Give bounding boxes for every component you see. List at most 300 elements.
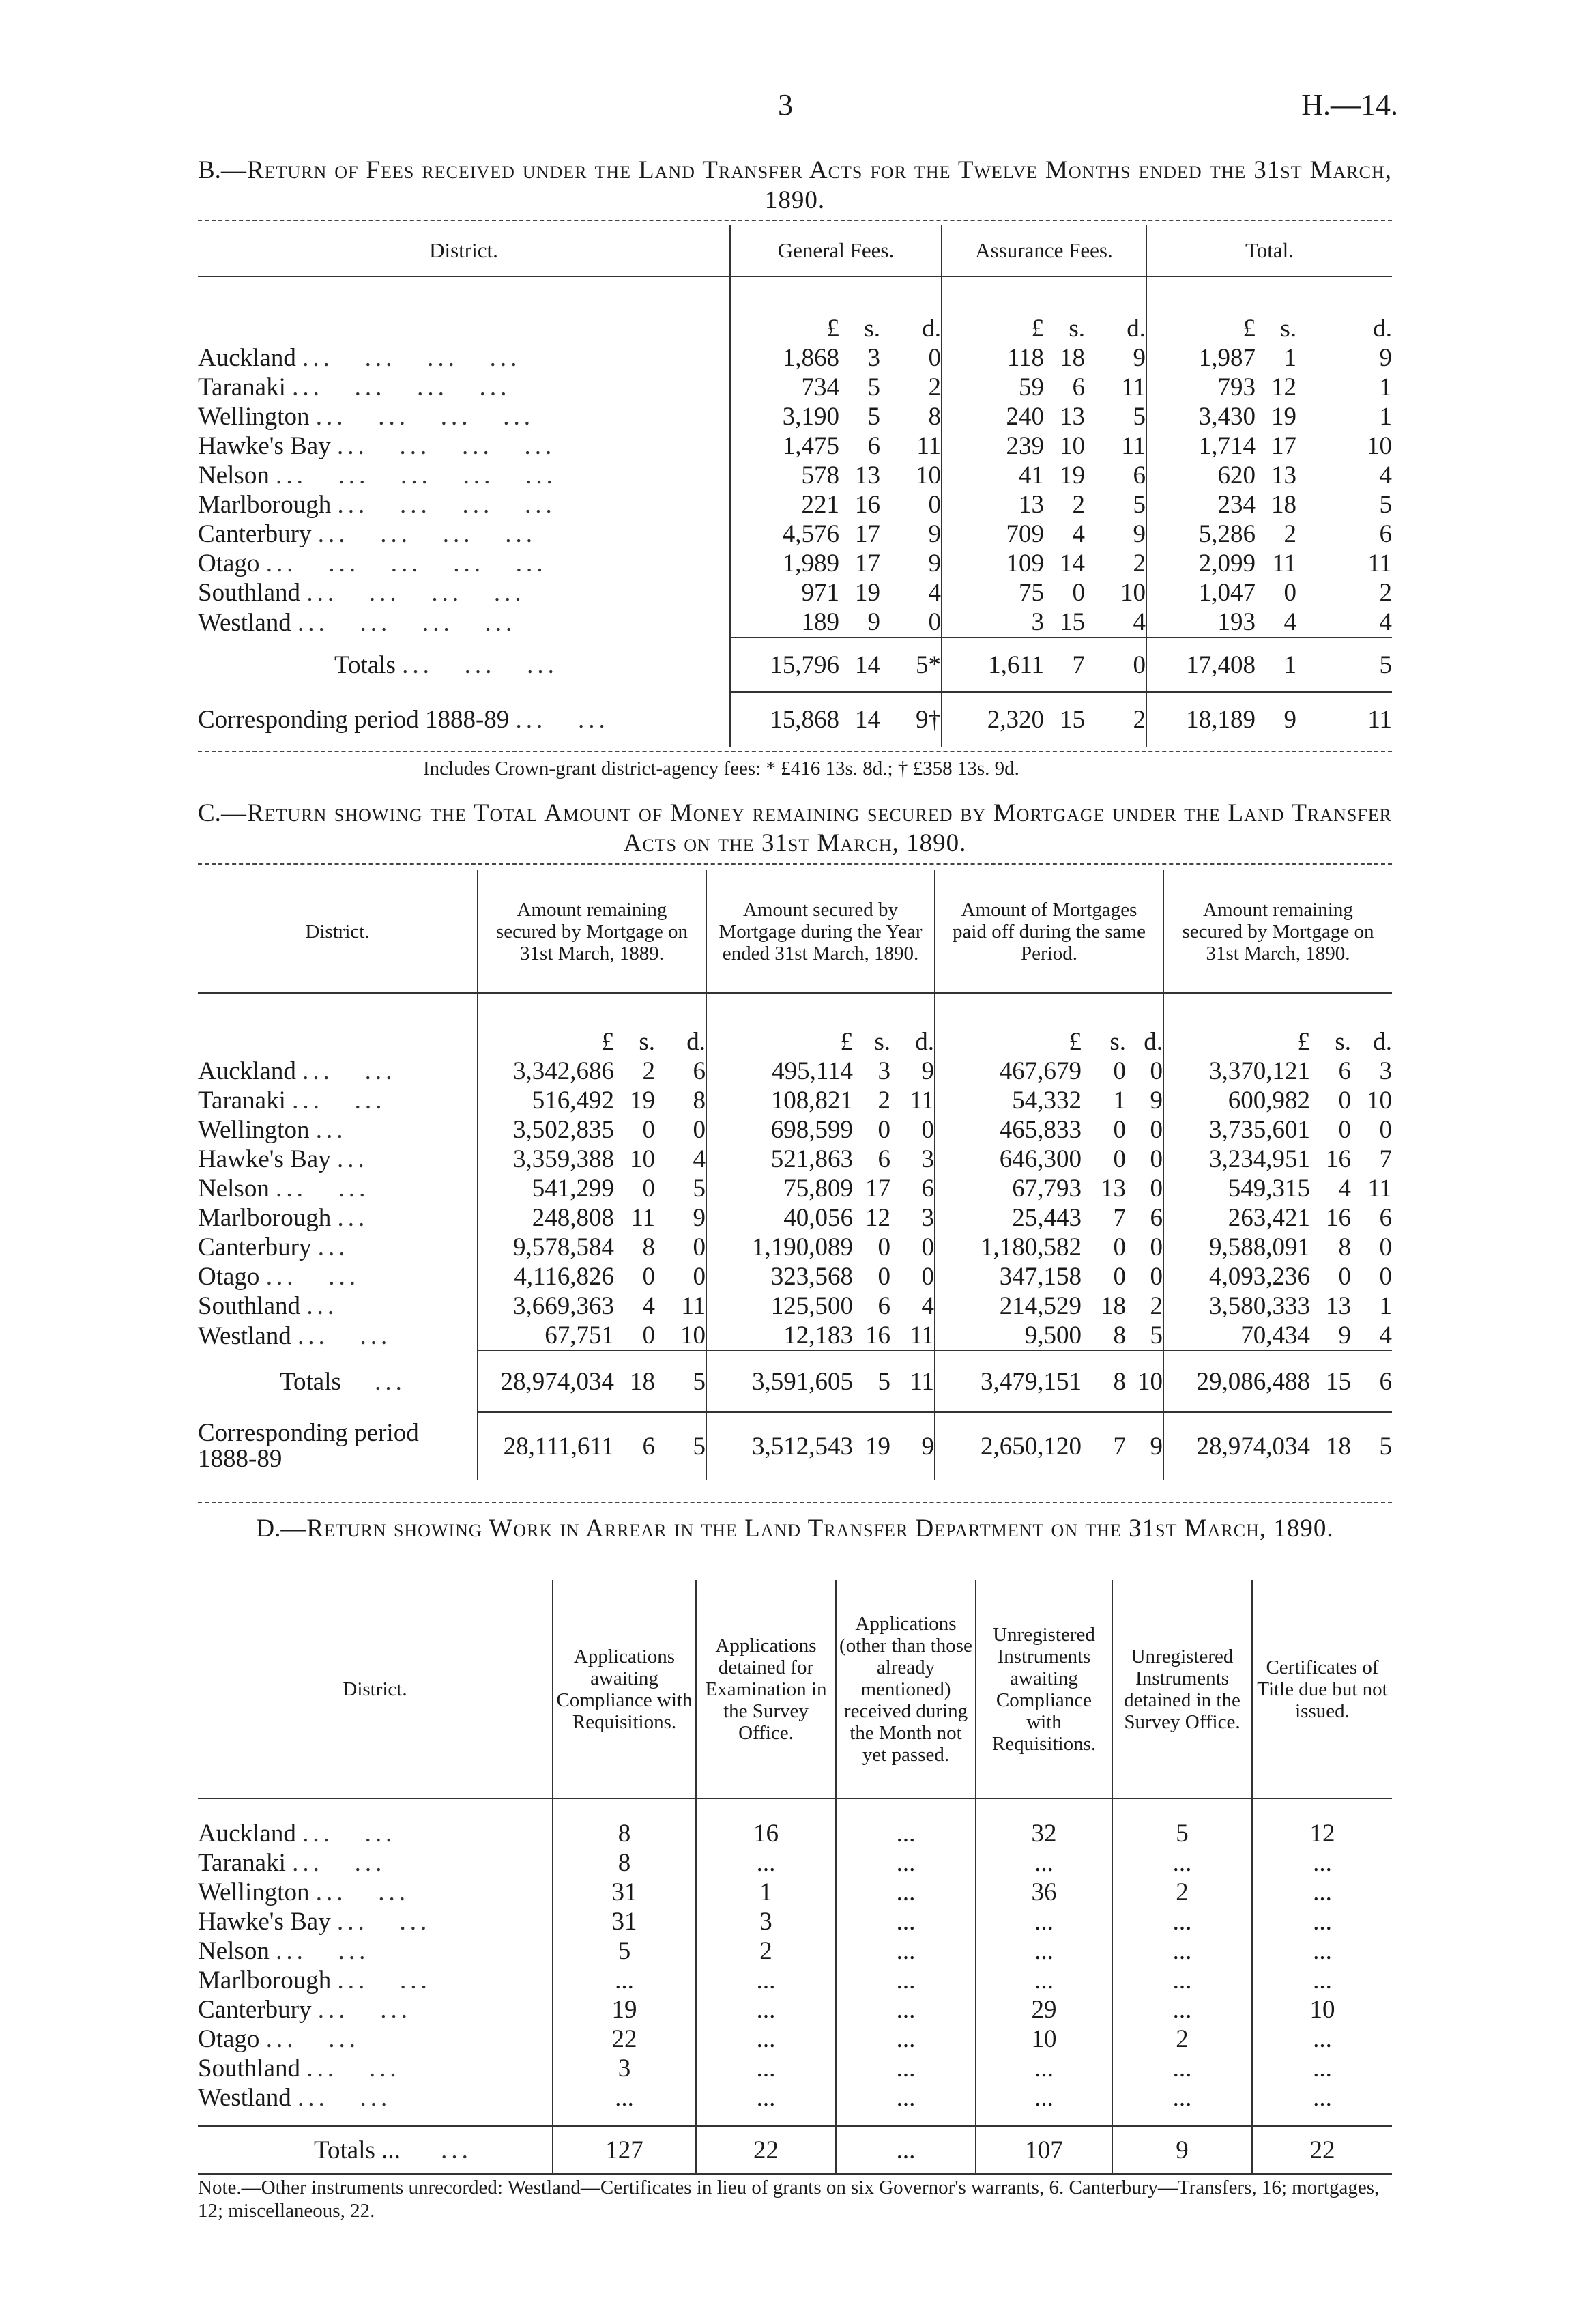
cell: 1,868: [730, 343, 839, 373]
district-name: Southland: [198, 1292, 301, 1320]
district-name: Taranaki: [198, 373, 286, 401]
cell: 8: [553, 1819, 696, 1848]
cell: 9: [867, 608, 880, 636]
cell: 0: [921, 1233, 934, 1261]
table-row: Westland ... ... 67,751 0 10 12,183 16 11 9,500 8 5 70,434 9 4: [198, 1321, 1392, 1350]
table-row: Wellington ... 3,502,835 0 0 698,599 0 0 465,833 0 0 3,735,601 0 0: [198, 1116, 1392, 1144]
cell: 3,370,121: [1163, 1057, 1310, 1086]
cell: 1: [1379, 403, 1392, 431]
cell: 2: [1085, 692, 1146, 747]
table-row: Auckland ... ... 3,342,686 2 6 495,114 3 9 467,679 0 0 3,370,121 6 3: [198, 1057, 1392, 1085]
cell: 2: [1283, 520, 1296, 548]
shillings-unit: s.: [1069, 315, 1085, 343]
cell: 1,047: [1146, 578, 1256, 607]
table-row: Westland ... ... ... ... 189 9 0 3 15 4 193 4 4: [198, 608, 1392, 637]
cell: 12: [1252, 1819, 1392, 1848]
cell: 0: [921, 1263, 934, 1291]
cell: 15: [1060, 608, 1085, 636]
cell: 9: [1379, 344, 1392, 372]
cell: ...: [1252, 2024, 1392, 2054]
table-c: [198, 870, 1392, 1480]
col-instruments-detained: Unregistered Instruments detained in the Survey Office.: [1112, 1580, 1252, 1798]
cell: 107: [976, 2126, 1112, 2174]
cell: 9,500: [935, 1321, 1082, 1351]
cell: 31: [553, 1907, 696, 1936]
col-remaining-1890: Amount remaining secured by Mortgage on 31st March, 1890.: [1163, 870, 1392, 993]
cell: 0: [1113, 1057, 1126, 1085]
cell: ...: [1252, 1966, 1392, 1995]
cell: 2: [1072, 491, 1085, 519]
table-row: Marlborough ... ... ... ... 221 16 0 13 2 5 234 18 5: [198, 491, 1392, 519]
cell: 248,808: [478, 1203, 614, 1233]
cell: 25,443: [935, 1203, 1082, 1233]
cell: ...: [836, 1907, 976, 1936]
cell: 41: [942, 461, 1044, 490]
cell: 2,650,120: [935, 1412, 1082, 1480]
cell: ...: [836, 2024, 976, 2054]
cell: 5: [867, 403, 880, 431]
cell: 5,286: [1146, 519, 1256, 549]
cell: 193: [1146, 607, 1256, 637]
district-name: Canterbury: [198, 1996, 312, 2024]
cell: 15,868: [730, 692, 839, 747]
cell: 0: [642, 1116, 655, 1144]
cell: 11: [630, 1204, 655, 1232]
cell: 9†: [880, 692, 942, 747]
cell: 6: [921, 1175, 934, 1203]
district-name: Canterbury: [198, 1233, 312, 1261]
district-name: Otago: [198, 549, 260, 577]
cell: 13: [855, 461, 880, 489]
cell: 11: [1296, 692, 1392, 747]
cell: 7: [1044, 637, 1085, 692]
cell: 9: [1133, 520, 1146, 548]
table-row: Southland ... 3,669,363 4 11 125,500 6 4 214,529 18 2 3,580,333 13 1: [198, 1292, 1392, 1320]
pence-unit: d.: [686, 1028, 706, 1056]
cell: 9: [890, 1412, 935, 1480]
cell: 0: [693, 1116, 706, 1144]
cell: 12: [865, 1204, 890, 1232]
cell: 0: [1113, 1263, 1126, 1291]
cell: 0: [642, 1321, 655, 1349]
col-applications-awaiting: Applications awaiting Compliance with Requisitions.: [553, 1580, 696, 1798]
table-row: Otago ... ... 22 ... ... 10 2 ...: [198, 2024, 1392, 2054]
cell: 0: [877, 1116, 890, 1144]
district-name: Wellington: [198, 1116, 310, 1144]
cell: 709: [942, 519, 1044, 549]
cell: 2: [877, 1087, 890, 1115]
cell: 6: [877, 1292, 890, 1320]
cell: 5: [1112, 1819, 1252, 1848]
cell: 4,093,236: [1163, 1262, 1310, 1291]
cell: 3,430: [1146, 402, 1256, 431]
cell: 14: [1060, 549, 1085, 577]
cell: 5: [853, 1351, 890, 1412]
cell: 2,320: [942, 692, 1044, 747]
cell: ...: [696, 2083, 836, 2112]
cell: ...: [836, 1995, 976, 2024]
cell: ...: [836, 2126, 976, 2174]
cell: 18: [1310, 1412, 1351, 1480]
cell: 2: [1112, 2024, 1252, 2054]
district-name: Marlborough: [198, 491, 332, 519]
cell: 28,974,034: [1163, 1412, 1310, 1480]
cell: 9: [1150, 1087, 1163, 1115]
cell: 3: [921, 1204, 934, 1232]
cell: 12: [1271, 373, 1296, 401]
cell: 15: [1310, 1351, 1351, 1412]
table-b-heading: B.—Return of Fees received under the Land Transfer Acts for the Twelve Months ended the 31st March, 1890.: [198, 156, 1392, 214]
pence-unit: d.: [922, 315, 941, 343]
units-row: [198, 314, 1392, 343]
cell: 67,751: [478, 1321, 614, 1351]
cell: 13: [942, 490, 1044, 519]
pence-unit: d.: [1373, 1028, 1392, 1056]
cell: 3,669,363: [478, 1291, 614, 1321]
cell: 9: [928, 549, 941, 577]
cell: 11: [916, 432, 941, 460]
cell: 4: [1379, 1321, 1392, 1349]
cell: 3: [553, 2054, 696, 2083]
cell: 3: [867, 344, 880, 372]
cell: 4: [921, 1292, 934, 1320]
cell: 467,679: [935, 1057, 1082, 1086]
pounds-unit: £: [478, 1027, 614, 1057]
cell: 0: [1085, 637, 1146, 692]
cell: 0: [928, 344, 941, 372]
cell: 6: [614, 1412, 655, 1480]
cell: 495,114: [706, 1057, 853, 1086]
cell: 4: [693, 1145, 706, 1173]
cell: 118: [942, 343, 1044, 373]
cell: 971: [730, 578, 839, 607]
cell: 11: [1272, 549, 1296, 577]
shillings-unit: s.: [639, 1028, 655, 1056]
cell: 0: [1150, 1057, 1163, 1085]
cell: 0: [1379, 1233, 1392, 1261]
cell: 1,989: [730, 549, 839, 578]
cell: 6: [867, 432, 880, 460]
cell: 541,299: [478, 1174, 614, 1203]
col-applications-other: Applications (other than those already mentioned) received during the Month not yet passed.: [836, 1580, 976, 1798]
cell: 22: [696, 2126, 836, 2174]
col-total: Total.: [1146, 225, 1392, 276]
cell: 40,056: [706, 1203, 853, 1233]
cell: ...: [1112, 1966, 1252, 1995]
cell: 11: [910, 1087, 934, 1115]
cell: 17: [865, 1175, 890, 1203]
cell: 3,502,835: [478, 1115, 614, 1145]
cell: 9,588,091: [1163, 1233, 1310, 1262]
cell: 0: [1150, 1116, 1163, 1144]
row-label: Corresponding period 1888-89: [198, 1419, 419, 1473]
cell: 8: [1338, 1233, 1351, 1261]
district-name: Taranaki: [198, 1849, 286, 1877]
cell: 36: [976, 1878, 1112, 1907]
cell: 13: [1101, 1175, 1126, 1203]
col-applications-detained: Applications detained for Examination in the Survey Office.: [696, 1580, 836, 1798]
cell: 4: [1379, 608, 1392, 636]
row-label: Corresponding period 1888-89: [198, 705, 510, 734]
cell: 1: [1113, 1087, 1126, 1115]
cell: 549,315: [1163, 1174, 1310, 1203]
cell: 3,735,601: [1163, 1115, 1310, 1145]
cell: 17: [855, 549, 880, 577]
cell: 19: [853, 1412, 890, 1480]
district-name: Auckland: [198, 1057, 296, 1085]
cell: 1,190,089: [706, 1233, 853, 1262]
district-name: Hawke's Bay: [198, 1908, 331, 1936]
totals-row: Totals ... ... 127 22 ... 107 9 22: [198, 2126, 1392, 2174]
table-row: Nelson ... ... 541,299 0 5 75,809 17 6 67,793 13 0 549,315 4 11: [198, 1175, 1392, 1203]
document-code: H.—14.: [1301, 88, 1398, 121]
cell: 19: [1271, 403, 1296, 431]
cell: 6: [1379, 1204, 1392, 1232]
cell: 17: [1271, 432, 1296, 460]
cell: 127: [553, 2126, 696, 2174]
table-row: Marlborough ... 248,808 11 9 40,056 12 3 25,443 7 6 263,421 16 6: [198, 1204, 1392, 1232]
cell: 7: [1379, 1145, 1392, 1173]
cell: 18: [1101, 1292, 1126, 1320]
shillings-unit: s.: [864, 315, 880, 343]
table-b: [198, 225, 1392, 747]
cell: 13: [1271, 461, 1296, 489]
cell: 10: [1126, 1351, 1163, 1412]
cell: 32: [976, 1819, 1112, 1848]
cell: 5: [655, 1412, 706, 1480]
cell: 1,180,582: [935, 1233, 1082, 1262]
cell: 8: [553, 1848, 696, 1878]
cell: 11: [1121, 373, 1146, 401]
cell: ...: [836, 1819, 976, 1848]
cell: 0: [1113, 1233, 1126, 1261]
cell: 11: [1367, 549, 1392, 577]
cell: ...: [696, 1848, 836, 1878]
cell: 19: [630, 1087, 655, 1115]
cell: 1,714: [1146, 431, 1256, 461]
rule: [198, 220, 1392, 221]
cell: 70,434: [1163, 1321, 1310, 1351]
table-row: Southland ... ... 3 ... ... ... ... ...: [198, 2054, 1392, 2083]
page-number: 3: [778, 88, 793, 121]
cell: 5: [1133, 491, 1146, 519]
cell: 28,974,034: [478, 1351, 614, 1412]
cell: 13: [1060, 403, 1085, 431]
cell: 1: [1283, 344, 1296, 372]
pounds-unit: £: [942, 314, 1044, 343]
shillings-unit: s.: [1109, 1028, 1126, 1056]
cell: 1,611: [942, 637, 1044, 692]
cell: 3,359,388: [478, 1145, 614, 1174]
cell: 3,342,686: [478, 1057, 614, 1086]
cell: ...: [1112, 2083, 1252, 2112]
cell: ...: [1252, 1936, 1392, 1966]
cell: 0: [1338, 1263, 1351, 1291]
district-name: Otago: [198, 2025, 260, 2053]
cell: ...: [836, 2083, 976, 2112]
district-name: Marlborough: [198, 1966, 332, 1994]
cell: 10: [1367, 432, 1392, 460]
cell: 11: [910, 1321, 934, 1349]
cell: ...: [696, 1966, 836, 1995]
cell: 0: [1338, 1087, 1351, 1115]
pounds-unit: £: [730, 314, 839, 343]
cell: ...: [836, 1848, 976, 1878]
cell: 31: [553, 1878, 696, 1907]
cell: ...: [1112, 2054, 1252, 2083]
cell: ...: [553, 2083, 696, 2112]
cell: 18: [1271, 491, 1296, 519]
cell: 3: [921, 1145, 934, 1173]
cell: 2: [1150, 1292, 1163, 1320]
cell: 1: [1379, 373, 1392, 401]
cell: 22: [1252, 2126, 1392, 2174]
cell: 2: [1112, 1878, 1252, 1907]
cell: 125,500: [706, 1291, 853, 1321]
table-row: Otago ... ... ... ... ... 1,989 17 9 109 14 2 2,099 11 11: [198, 549, 1392, 577]
cell: ...: [1112, 1907, 1252, 1936]
cell: 1,475: [730, 431, 839, 461]
cell: 109: [942, 549, 1044, 578]
cell: 4,116,826: [478, 1262, 614, 1291]
cell: 3,591,605: [706, 1351, 853, 1412]
cell: 6: [877, 1145, 890, 1173]
cell: 9,578,584: [478, 1233, 614, 1262]
cell: 18: [614, 1351, 655, 1412]
cell: 16: [1326, 1145, 1351, 1173]
cell: 10: [1252, 1995, 1392, 2024]
cell: 75: [942, 578, 1044, 607]
table-row: Taranaki ... ... ... ... 734 5 2 59 6 11 793 12 1: [198, 373, 1392, 401]
cell: 0: [1150, 1263, 1163, 1291]
cell: 3,190: [730, 402, 839, 431]
cell: 9: [1112, 2126, 1252, 2174]
units-row: [198, 1027, 1392, 1057]
table-b-footnote: Includes Crown-grant district-agency fees: * £416 13s. 8d.; † £358 13s. 9d.: [423, 758, 1019, 779]
cell: 0: [1113, 1116, 1126, 1144]
cell: 1: [696, 1878, 836, 1907]
cell: 0: [1150, 1233, 1163, 1261]
pounds-unit: £: [1163, 1027, 1310, 1057]
district-name: Nelson: [198, 1937, 270, 1965]
cell: 521,863: [706, 1145, 853, 1174]
cell: 0: [1379, 1116, 1392, 1144]
cell: 4: [1072, 520, 1085, 548]
cell: ...: [1252, 2083, 1392, 2112]
cell: 6: [1351, 1351, 1392, 1412]
cell: 10: [630, 1145, 655, 1173]
cell: 0: [921, 1116, 934, 1144]
totals-row: Totals ... 28,974,034 18 5 3,591,605 5 11 3,479,151 8 10 29,086,488 15 6: [198, 1351, 1392, 1412]
cell: 0: [693, 1263, 706, 1291]
cell: 11: [681, 1292, 706, 1320]
table-row: Taranaki ... ... 8 ... ... ... ... ...: [198, 1848, 1392, 1878]
cell: 465,833: [935, 1115, 1082, 1145]
pence-unit: d.: [915, 1028, 934, 1056]
pounds-unit: £: [706, 1027, 853, 1057]
cell: 3: [1379, 1057, 1392, 1085]
cell: 59: [942, 373, 1044, 402]
cell: 6: [1338, 1057, 1351, 1085]
cell: 3: [942, 607, 1044, 637]
cell: 7: [1082, 1412, 1126, 1480]
cell: 19: [1060, 461, 1085, 489]
district-name: Nelson: [198, 1175, 270, 1203]
cell: 5: [553, 1936, 696, 1966]
cell: 347,158: [935, 1262, 1082, 1291]
cell: 19: [553, 1995, 696, 2024]
cell: ...: [976, 1907, 1112, 1936]
row-label: Totals: [334, 650, 396, 679]
shillings-unit: s.: [1280, 315, 1296, 343]
cell: 0: [1072, 579, 1085, 607]
cell: 2,099: [1146, 549, 1256, 578]
cell: 5*: [880, 637, 942, 692]
table-row: Hawke's Bay ... 3,359,388 10 4 521,863 6 3 646,300 0 0 3,234,951 16 7: [198, 1145, 1392, 1173]
district-name: Southland: [198, 579, 301, 607]
row-label: Totals: [280, 1367, 341, 1396]
cell: ...: [1252, 1878, 1392, 1907]
district-name: Westland: [198, 2084, 291, 2112]
cell: ...: [1112, 1995, 1252, 2024]
cell: 9: [693, 1204, 706, 1232]
rule: [198, 863, 1392, 865]
cell: 0: [1338, 1116, 1351, 1144]
table-row: Taranaki ... ... 516,492 19 8 108,821 2 11 54,332 1 9 600,982 0 10: [198, 1087, 1392, 1115]
cell: 8: [642, 1233, 655, 1261]
pounds-unit: £: [1146, 314, 1256, 343]
cell: 1: [1256, 637, 1296, 692]
cell: 221: [730, 490, 839, 519]
cell: 234: [1146, 490, 1256, 519]
cell: 5: [693, 1175, 706, 1203]
col-general-fees: General Fees.: [730, 225, 942, 276]
cell: 4,576: [730, 519, 839, 549]
table-row: Hawke's Bay ... ... 31 3 ... ... ... ...: [198, 1907, 1392, 1936]
table-row: Nelson ... ... ... ... ... 578 13 10 41 19 6 620 13 4: [198, 461, 1392, 489]
shillings-unit: s.: [874, 1028, 890, 1056]
cell: 10: [916, 461, 941, 489]
cell: 600,982: [1163, 1086, 1310, 1115]
pounds-unit: £: [935, 1027, 1082, 1057]
cell: 14: [839, 637, 880, 692]
table-row: Auckland ... ... ... ... 1,868 3 0 118 18 9 1,987 1 9: [198, 344, 1392, 372]
cell: 11: [1121, 432, 1146, 460]
cell: 18,189: [1146, 692, 1256, 747]
cell: 9: [1338, 1321, 1351, 1349]
cell: 9: [1256, 692, 1296, 747]
district-name: Hawke's Bay: [198, 1145, 331, 1173]
pence-unit: d.: [1144, 1028, 1163, 1056]
cell: 4: [1133, 608, 1146, 636]
cell: 16: [1326, 1204, 1351, 1232]
table-row: Auckland ... ... 8 16 ... 32 5 12: [198, 1819, 1392, 1848]
district-name: Canterbury: [198, 520, 312, 548]
col-district: District.: [343, 1678, 407, 1700]
cell: ...: [836, 1878, 976, 1907]
cell: 578: [730, 461, 839, 490]
cell: ...: [836, 1966, 976, 1995]
cell: 8: [928, 403, 941, 431]
col-paid-off: Amount of Mortgages paid off during the same Period.: [935, 870, 1163, 993]
cell: 75,809: [706, 1174, 853, 1203]
cell: 0: [928, 491, 941, 519]
district-name: Otago: [198, 1263, 260, 1291]
cell: 10: [976, 2024, 1112, 2054]
cell: 2: [696, 1936, 836, 1966]
cell: 2: [642, 1057, 655, 1085]
cell: 0: [1379, 1263, 1392, 1291]
